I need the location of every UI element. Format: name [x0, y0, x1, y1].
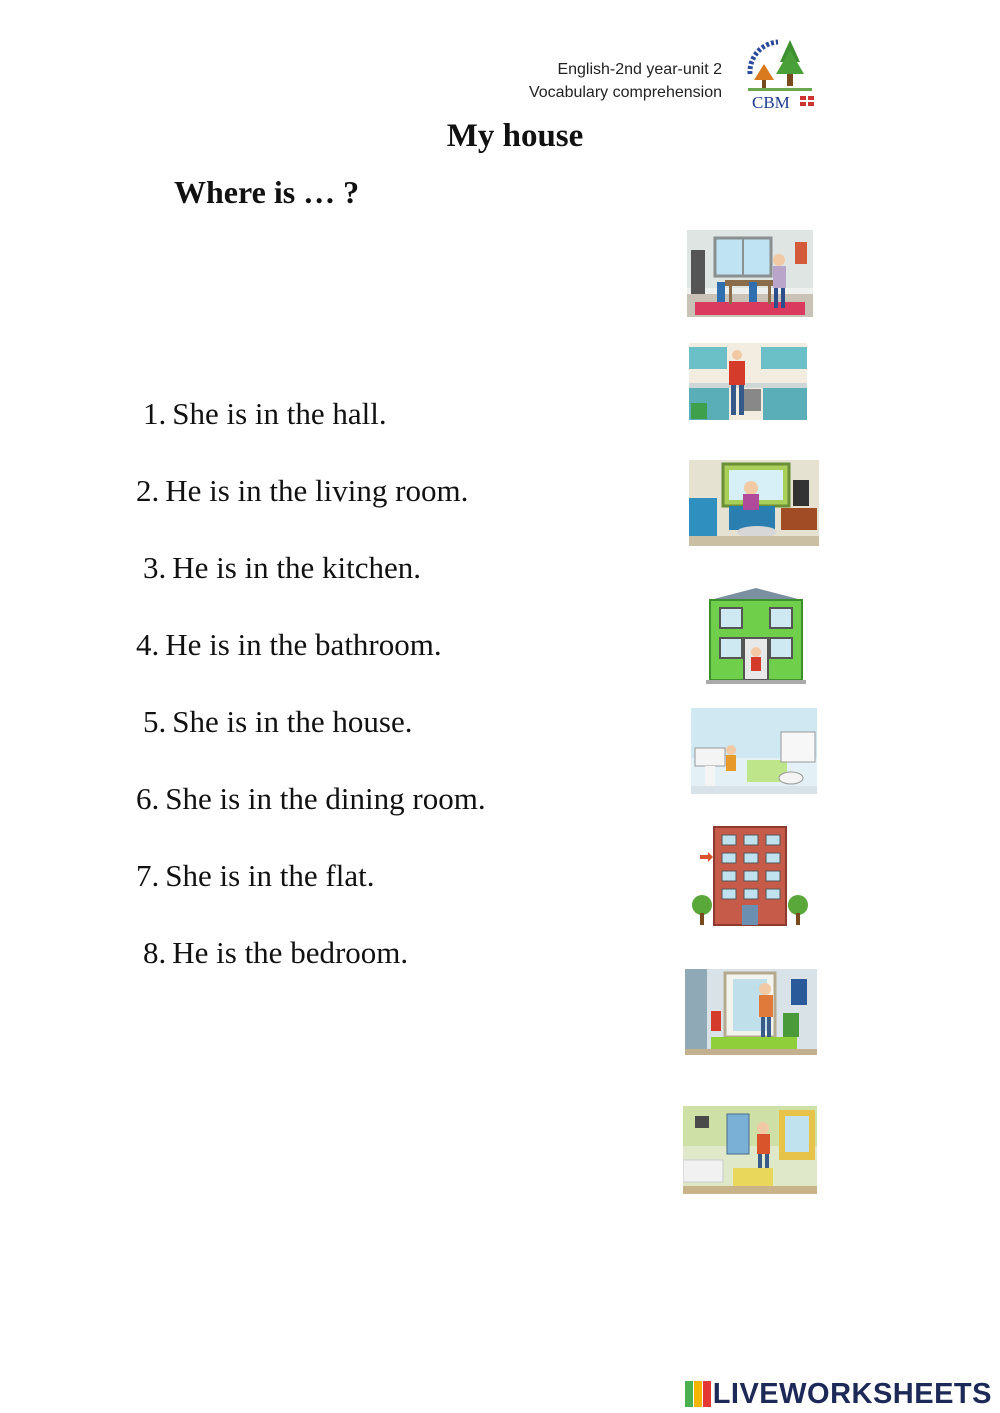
- item-text: He is in the living room.: [165, 473, 469, 508]
- item-number: 2.: [136, 473, 160, 508]
- item-number: 1.: [143, 396, 167, 431]
- item-number: 6.: [136, 781, 160, 816]
- liveworksheets-logo-icon: [685, 1381, 711, 1407]
- sentence-item: [143, 396, 387, 432]
- item-number: 5.: [143, 704, 167, 739]
- header-course: English-2nd year-unit 2: [557, 61, 722, 78]
- bedroom-picture[interactable]: [683, 1106, 817, 1194]
- item-number: 8.: [143, 935, 167, 970]
- sentence-item: [143, 550, 421, 586]
- liveworksheets-brand[interactable]: [685, 1376, 992, 1412]
- living-room-picture[interactable]: [689, 460, 819, 546]
- worksheet-header: [529, 58, 722, 104]
- item-text: He is in the kitchen.: [172, 550, 422, 585]
- sentence-item: [143, 704, 413, 740]
- page-title: My house: [446, 118, 584, 154]
- item-text: She is in the flat.: [165, 858, 375, 893]
- hall-picture[interactable]: [685, 969, 817, 1055]
- brand-name: LIVEWORKSHEETS: [712, 1377, 992, 1410]
- sentence-item: [136, 627, 442, 663]
- item-text: She is in the dining room.: [165, 781, 486, 816]
- question-heading: Where is … ?: [174, 174, 360, 210]
- kitchen-picture[interactable]: [689, 343, 807, 420]
- sentence-item: [136, 473, 468, 509]
- flat-building-picture[interactable]: [692, 825, 808, 927]
- header-topic: Vocabulary comprehension: [528, 84, 722, 101]
- dining-room-picture[interactable]: [687, 230, 813, 317]
- bathroom-picture[interactable]: [691, 708, 817, 794]
- sentence-item: [136, 858, 374, 894]
- item-text: She is in the hall.: [172, 396, 387, 431]
- school-logo-tree-icon: [742, 34, 818, 114]
- logo-text: CBM: [752, 93, 790, 112]
- item-number: 4.: [136, 627, 160, 662]
- item-number: 3.: [143, 550, 167, 585]
- item-text: He is the bedroom.: [172, 935, 409, 970]
- item-number: 7.: [136, 858, 160, 893]
- item-text: He is in the bathroom.: [165, 627, 442, 662]
- sentence-item: [136, 781, 486, 817]
- item-text: She is in the house.: [172, 704, 413, 739]
- house-picture[interactable]: [706, 586, 806, 684]
- sentence-item: [143, 935, 408, 971]
